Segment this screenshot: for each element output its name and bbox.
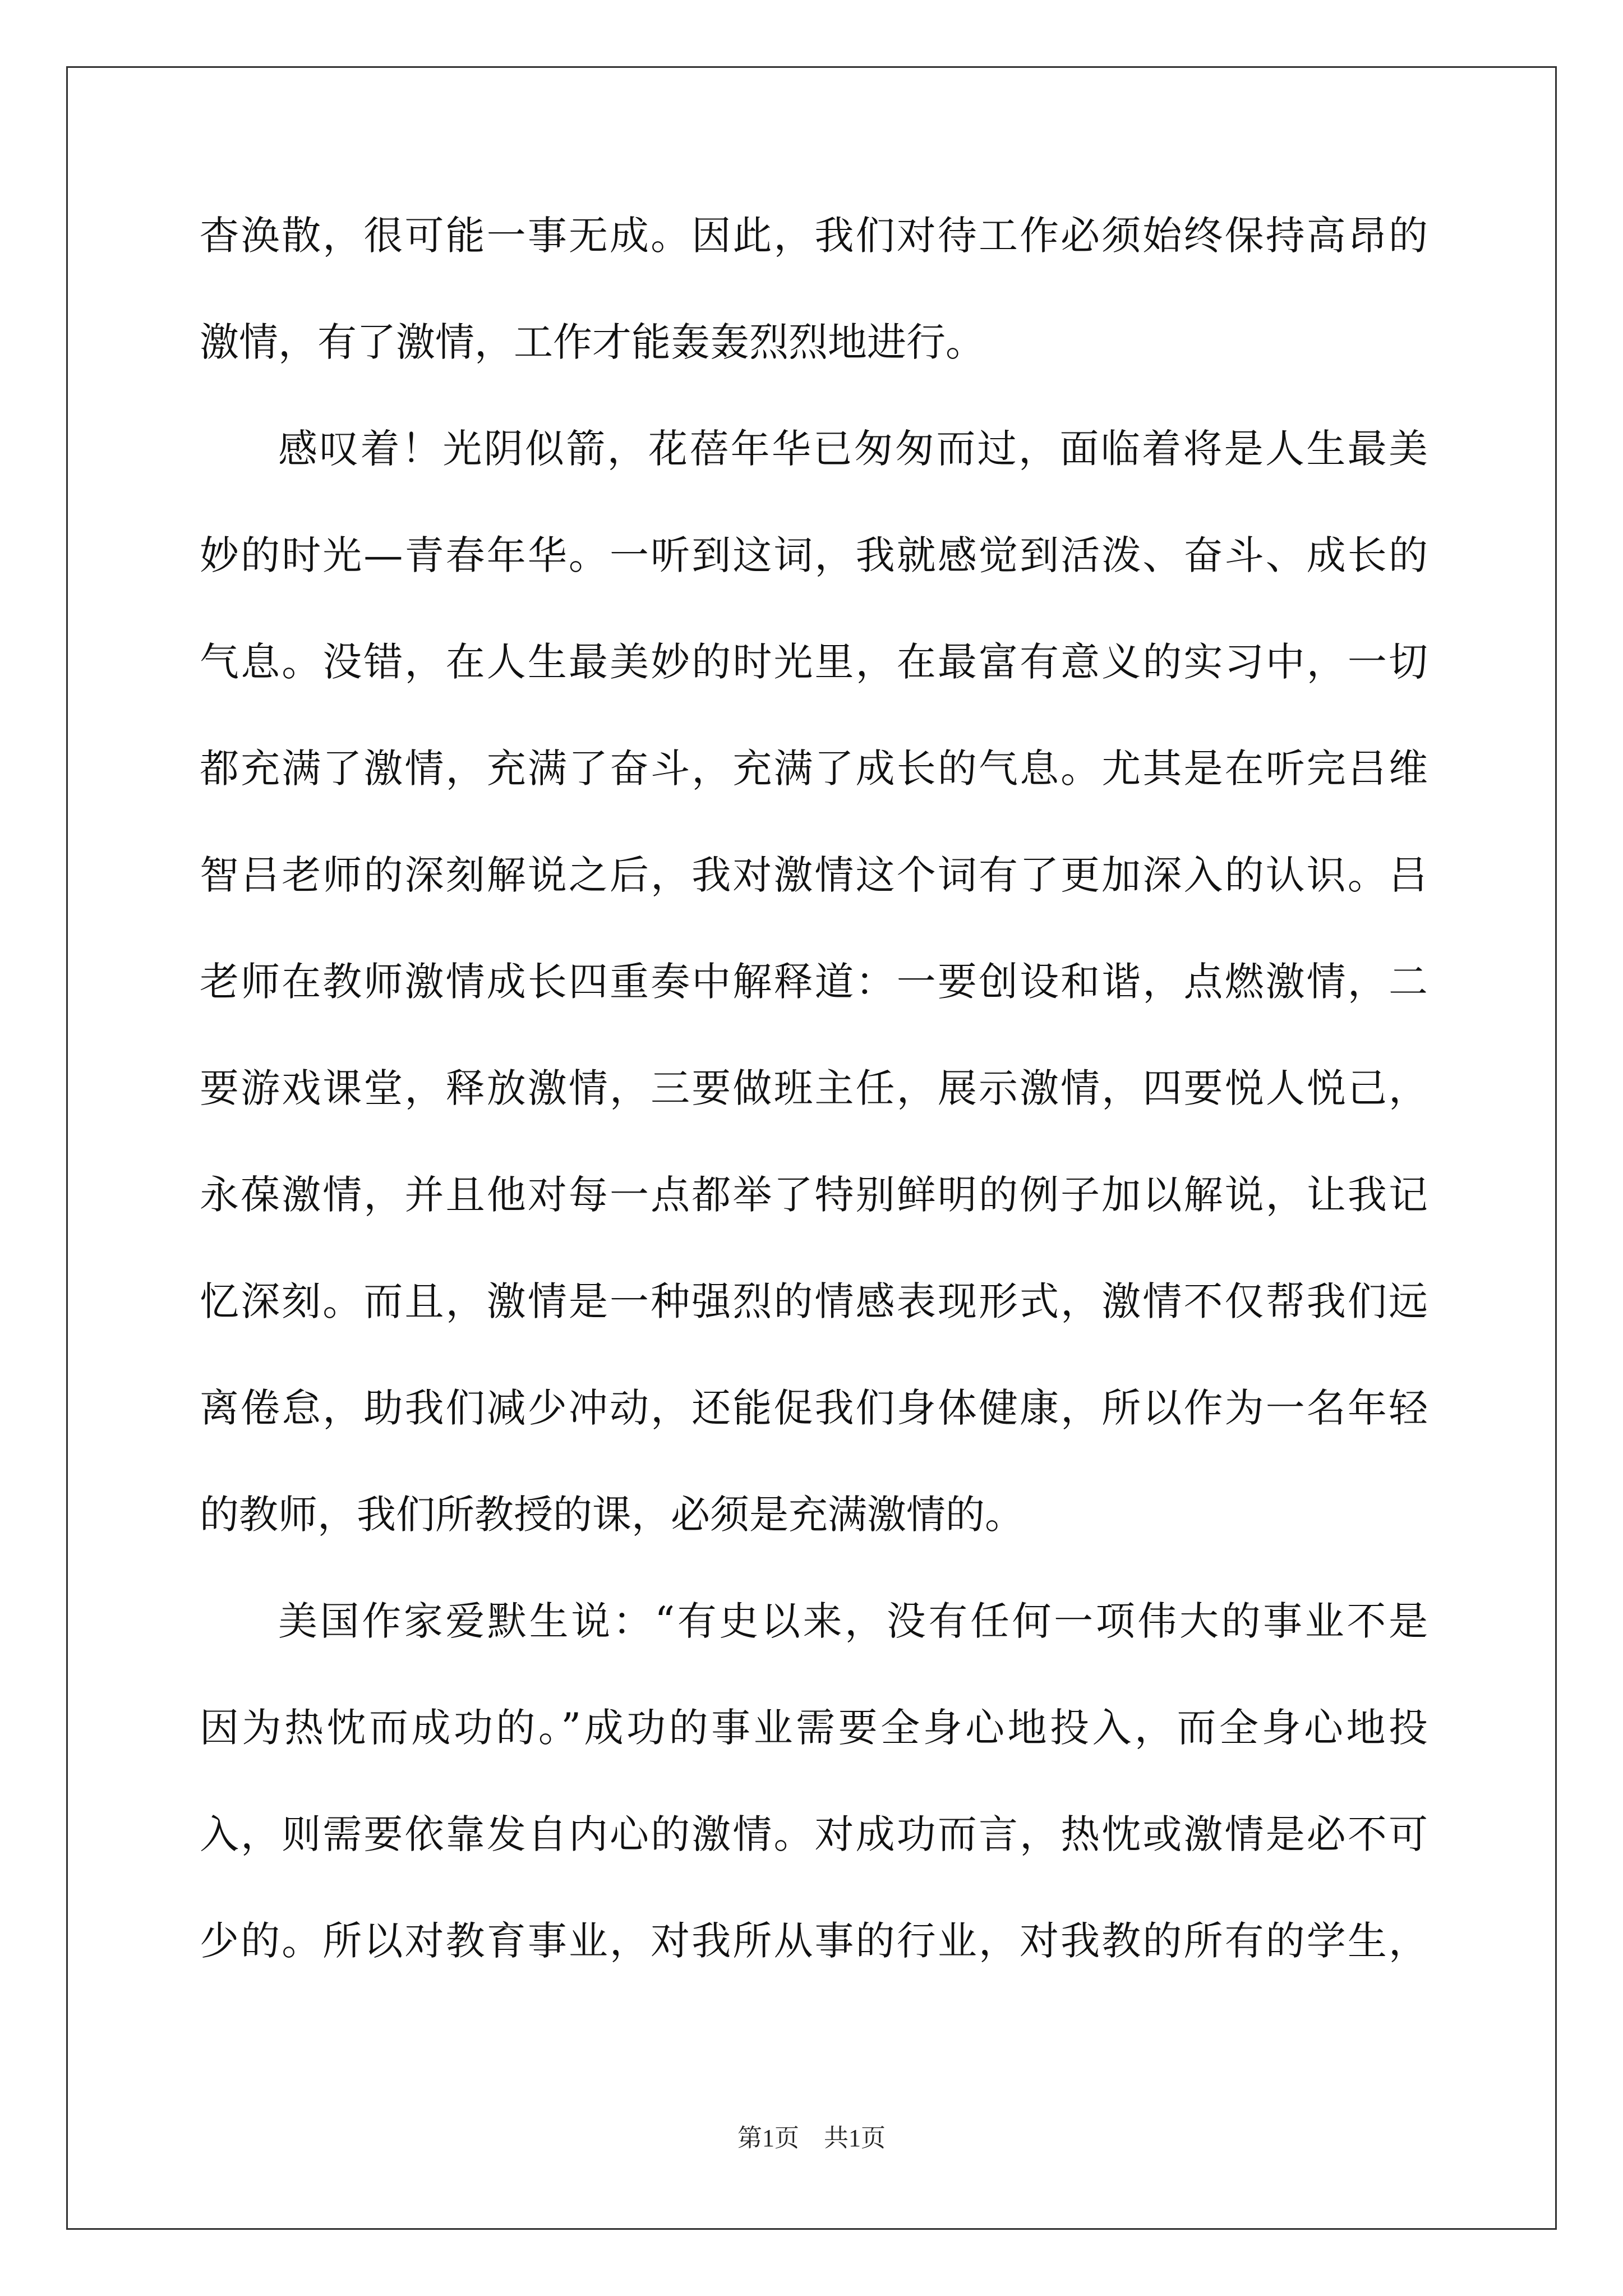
- text-line: 的教师，我们所教授的课，必须是充满激情的。: [200, 1492, 1024, 1538]
- text-line: 气息。没错，在人生最美妙的时光里，在最富有意义的实习中，一切: [200, 639, 1428, 685]
- text-line: 老师在教师激情成长四重奏中解释道：一要创设和谐，点燃激情，二: [200, 959, 1428, 1005]
- text-line: 永葆激情，并且他对每一点都举了特别鲜明的例子加以解说，让我记: [200, 1172, 1428, 1218]
- text-line: 少的。所以对教育事业，对我所从事的行业，对我教的所有的学生，: [200, 1918, 1428, 1964]
- page-footer: 第1页 共1页: [737, 2124, 886, 2152]
- text-line: 因为热忱而成功的。”成功的事业需要全身心地投入，而全身心地投: [200, 1705, 1428, 1751]
- text-line: 智吕老师的深刻解说之后，我对激情这个词有了更加深入的认识。吕: [200, 852, 1428, 898]
- text-line: 激情，有了激情，工作才能轰轰烈烈地进行。: [200, 319, 985, 365]
- text-line: 入，则需要依靠发自内心的激情。对成功而言，热忱或激情是必不可: [200, 1811, 1428, 1857]
- text-line: 杳涣散，很可能一事无成。因此，我们对待工作必须始终保持高昂的: [200, 213, 1428, 259]
- text-line: 感叹着！光阴似箭，花蓓年华已匆匆而过，面临着将是人生最美: [278, 426, 1428, 472]
- text-line: 美国作家爱默生说：“有史以来，没有任何一项伟大的事业不是: [278, 1598, 1428, 1644]
- document-body: [200, 209, 1428, 2021]
- text-line: 忆深刻。而且，激情是一种强烈的情感表现形式，激情不仅帮我们远: [200, 1278, 1428, 1324]
- text-line: 妙的时光—青春年华。一听到这词，我就感觉到活泼、奋斗、成长的: [200, 532, 1428, 578]
- text-line: 要游戏课堂，释放激情，三要做班主任，展示激情，四要悦人悦己，: [200, 1065, 1428, 1111]
- text-line: 离倦怠，助我们减少冲动，还能促我们身体健康，所以作为一名年轻: [200, 1385, 1428, 1431]
- text-line: 都充满了激情，充满了奋斗，充满了成长的气息。尤其是在听完吕维: [200, 746, 1428, 792]
